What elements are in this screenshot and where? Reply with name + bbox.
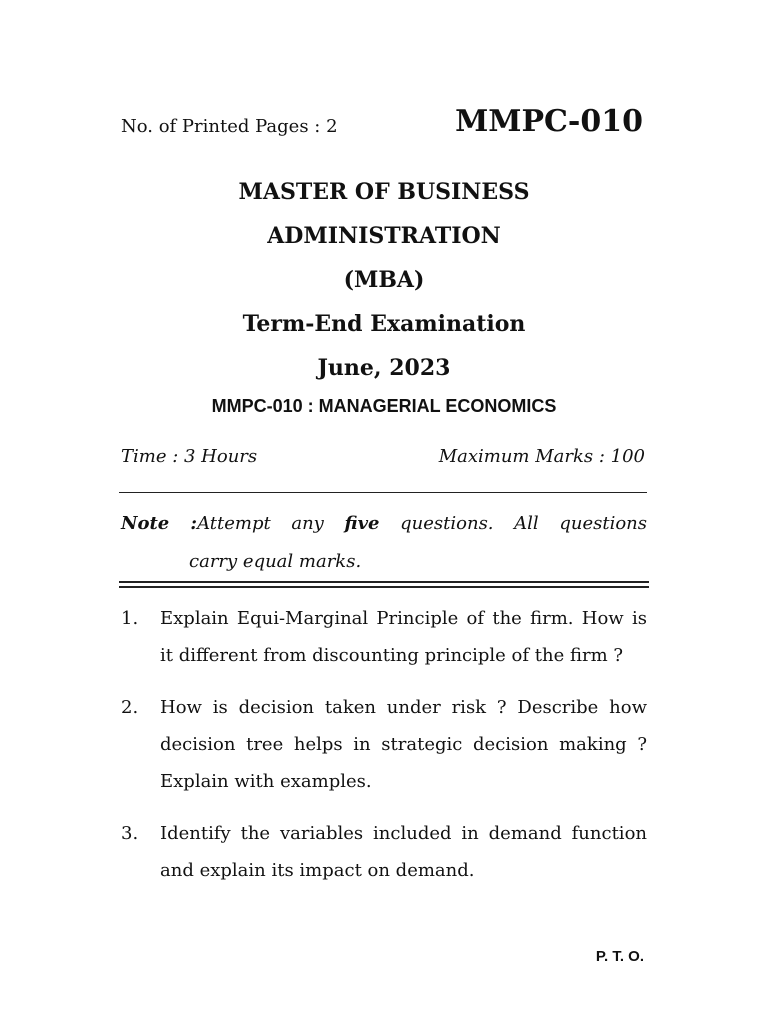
- instructions-note: [121, 505, 647, 581]
- title-line-program: MASTER OF BUSINESS: [238, 179, 530, 205]
- printed-pages-count: No. of Printed Pages : 2: [121, 116, 338, 137]
- note-text-after: questions. All questions: [379, 513, 648, 534]
- divider-double: [119, 581, 649, 588]
- note-line-2: carry equal marks.: [189, 551, 362, 572]
- title-line-program-cont: ADMINISTRATION: [267, 223, 501, 249]
- question-item: [121, 689, 647, 800]
- note-text-before: Attempt any: [197, 513, 345, 534]
- course-subject: MMPC-010 : MANAGERIAL ECONOMICS: [211, 396, 557, 416]
- paper-code: MMPC-010: [455, 104, 643, 139]
- divider-single: [119, 492, 647, 493]
- question-list: [121, 600, 647, 904]
- title-line-exam-type: Term-End Examination: [242, 311, 526, 337]
- note-label: Note :: [121, 513, 198, 534]
- question-text: Explain Equi-Marginal Principle of the firm. How is it different from discounting principle of the firm ?: [160, 608, 647, 666]
- title-line-abbrev: (MBA): [343, 267, 425, 293]
- exam-title-block: [121, 170, 647, 390]
- note-emphasis: five: [344, 513, 380, 534]
- note-line-1: [121, 505, 647, 543]
- question-item: [121, 600, 647, 674]
- header-row: [121, 104, 647, 148]
- title-line-session: June, 2023: [317, 355, 451, 381]
- please-turn-over: P. T. O.: [595, 948, 644, 965]
- question-text: How is decision taken under risk ? Describe how decision tree helps in strategic decision making ? Explain with examples.: [160, 697, 647, 792]
- question-number: 2.: [121, 697, 139, 718]
- question-text: Identify the variables included in demand function and explain its impact on demand.: [160, 823, 647, 881]
- question-number: 1.: [121, 608, 139, 629]
- exam-time: Time : 3 Hours: [121, 446, 258, 467]
- maximum-marks: Maximum Marks : 100: [438, 446, 645, 467]
- exam-info-row: [121, 446, 645, 467]
- question-item: [121, 815, 647, 889]
- question-number: 3.: [121, 823, 139, 844]
